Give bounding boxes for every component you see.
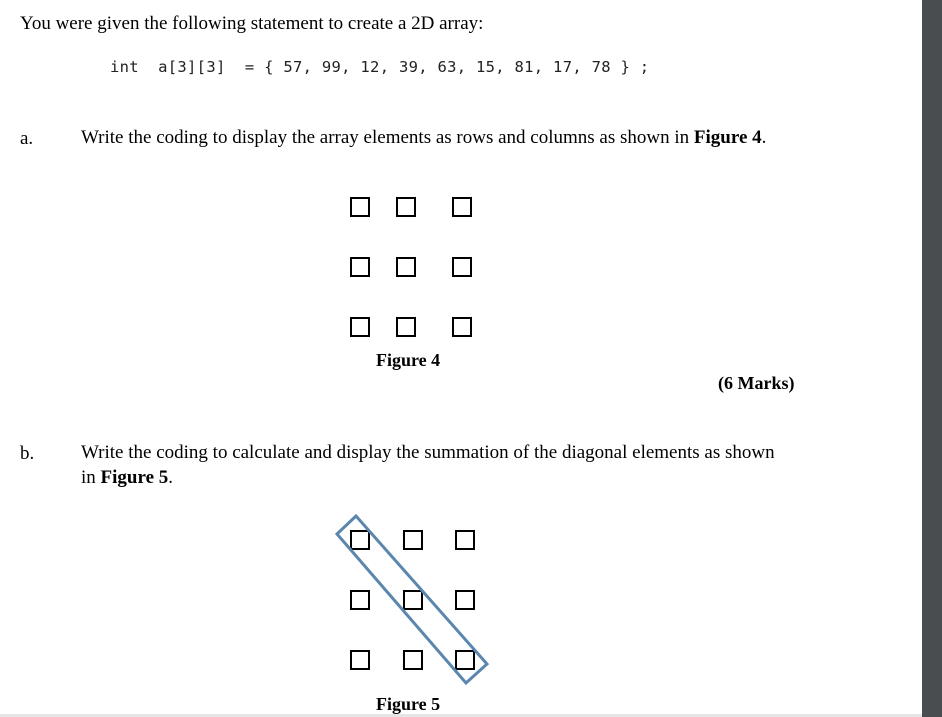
question-a-marks: (6 Marks) <box>718 373 795 393</box>
question-b-label: b. <box>20 443 35 464</box>
figure-5-caption: Figure 5 <box>376 694 441 714</box>
question-b-text-line1: Write the coding to calculate and display the summation of the diagonal elements as shown <box>81 442 775 463</box>
figure-4-caption: Figure 4 <box>376 350 441 370</box>
question-b-figure-ref: Figure 5 <box>100 467 169 488</box>
question-b-text-start: in <box>81 467 101 488</box>
question-b-text-end: . <box>168 467 174 488</box>
intro-text: You were given the following statement to create a 2D array: <box>20 13 484 34</box>
question-a-label: a. <box>20 128 34 149</box>
question-a-figure-ref: Figure 4 <box>693 127 762 148</box>
question-a-text-end: . <box>761 127 767 148</box>
question-a-text-main: Write the coding to display the array elements as rows and columns as shown in <box>81 127 694 148</box>
array-declaration-code: int a[3][3] = { 57, 99, 12, 39, 63, 15, 81, 17, 78 } ; <box>110 58 650 76</box>
